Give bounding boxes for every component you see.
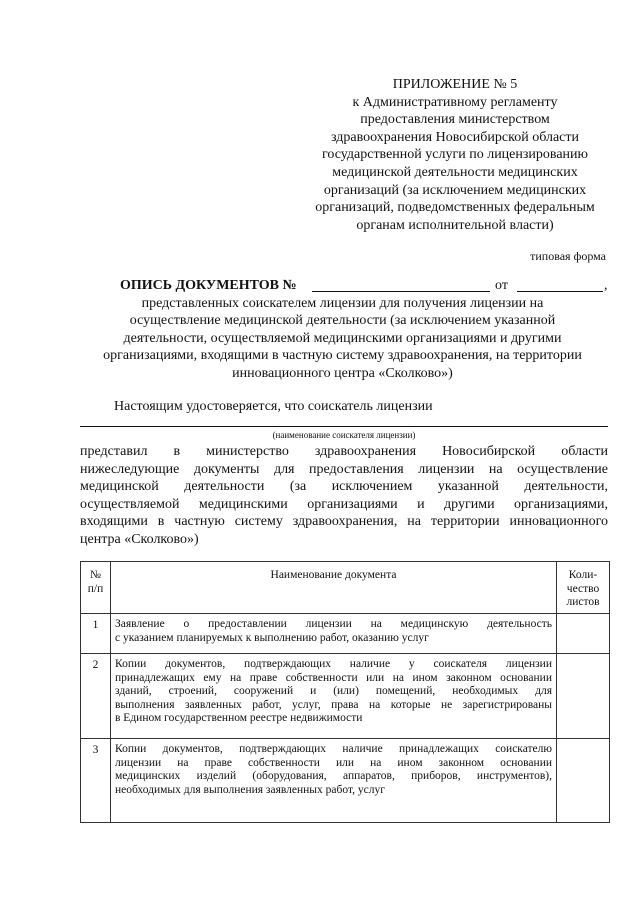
date-blank-line — [517, 291, 603, 292]
row-num: 3 — [92, 744, 99, 756]
row-name-cell — [111, 614, 557, 654]
table-header-row — [81, 562, 610, 614]
header-count-line: чество — [566, 582, 600, 595]
row-num: 2 — [92, 659, 99, 671]
table-row — [81, 614, 610, 654]
title-line: деятельности, осуществляемой медицинскими организациями и другими — [123, 330, 562, 346]
appendix-line: предоставления министерством — [360, 112, 550, 128]
appendix-line: организаций (за исключением медицинских — [323, 182, 587, 198]
row-count-cell — [557, 739, 610, 823]
row-name-cell — [111, 654, 557, 739]
row-text-line: медицинских изделий (оборудования, аппаратов, приборов, инструментов), — [115, 770, 552, 783]
body-line: центра «Сколково») — [80, 531, 199, 547]
row-num-cell — [81, 654, 111, 739]
row-text-line: принадлежащих ему на праве собственности или на ином законном основании — [115, 671, 552, 684]
row-text-line: с указанием планируемых к выполнению работ, оказанию услуг — [115, 631, 429, 644]
title-line: организациями, входящими в частную систему здравоохранения, на территории — [103, 348, 582, 364]
number-blank-line — [312, 291, 490, 292]
row-text-line: Заявление о предоставлении лицензии на медицинскую деятельность — [115, 618, 552, 630]
appendix-line: к Административному регламенту — [352, 94, 558, 110]
header-count — [557, 562, 610, 614]
header-num — [81, 562, 111, 614]
appendix-header — [300, 76, 610, 234]
appendix-line: государственной услуги по лицензированию — [322, 147, 588, 163]
row-count-cell — [557, 654, 610, 739]
row-text-line: лицензии на праве собственности или на ином законном основании — [115, 756, 552, 769]
row-text-line: зданий, строений, сооружений и (или) помещений, необходимых для — [115, 685, 552, 698]
header-count-line: Коли- — [568, 569, 598, 581]
header-name — [111, 562, 557, 614]
body-line: медицинской деятельности (за исключением указанной деятельности, — [80, 479, 608, 494]
body-line: осуществляемой медицинскими организациями и другими организациями, — [80, 496, 608, 512]
row-text-line: Копии документов, подтверждающих наличие у соискателя лицензии — [115, 658, 552, 670]
applicant-blank-line — [80, 426, 608, 427]
body-line: нижеследующие документы для предоставления лицензии на осуществление — [80, 461, 608, 477]
appendix-line: здравоохранения Новосибирской области — [330, 129, 579, 145]
title-heading: ОПИСЬ ДОКУМЕНТОВ № — [120, 278, 297, 293]
appendix-line: организаций, подведомственных федеральным — [315, 200, 595, 216]
body-paragraph — [80, 443, 608, 548]
row-num-cell — [81, 739, 111, 823]
title-line: представленных соискателем лицензии для получения лицензии на — [141, 296, 544, 311]
certify-text: Настоящим удостоверяется, что соискатель лицензии — [114, 399, 433, 414]
row-num: 1 — [92, 619, 99, 631]
row-text-line: выполнения заявленных работ, услуг, права на которые не зарегистрированы — [115, 698, 552, 711]
row-text-line: необходимых для выполнения заявленных работ, услуг — [115, 783, 385, 796]
appendix-line: ПРИЛОЖЕНИЕ № 5 — [392, 77, 518, 92]
appendix-line: медицинской деятельности медицинских — [332, 164, 578, 180]
table-row — [81, 654, 610, 739]
title-line: осуществление медицинской деятельности (за исключением указанной — [129, 313, 556, 329]
title-from-label: от — [495, 278, 508, 293]
title-comma: , — [604, 278, 608, 293]
header-name-text: Наименование документа — [270, 569, 397, 581]
title-heading-line — [70, 277, 615, 295]
header-num-line: № — [90, 569, 101, 581]
row-name-cell — [111, 739, 557, 823]
applicant-caption: (наименование соискателя лицензии) — [272, 430, 416, 440]
table-row — [81, 739, 610, 823]
body-line: входящими в частную систему здравоохранения, на территории инновационного — [80, 514, 608, 529]
title-line: инновационного центра «Сколково») — [232, 365, 453, 381]
row-num-cell — [81, 614, 111, 654]
document-title — [70, 277, 615, 382]
row-count-cell — [557, 614, 610, 654]
form-type-label: типовая форма — [530, 249, 606, 263]
row-text-line: Копии документов, подтверждающих наличие принадлежащих соискателю — [115, 743, 552, 755]
row-text-line: в Едином государственном реестре недвижимости — [115, 712, 363, 725]
appendix-line: органам исполнительной власти) — [356, 217, 554, 233]
header-count-line: листов — [566, 596, 600, 609]
documents-table — [80, 561, 610, 823]
body-line: представил в министерство здравоохранения Новосибирской области — [80, 444, 608, 459]
header-num-line: п/п — [87, 582, 104, 595]
